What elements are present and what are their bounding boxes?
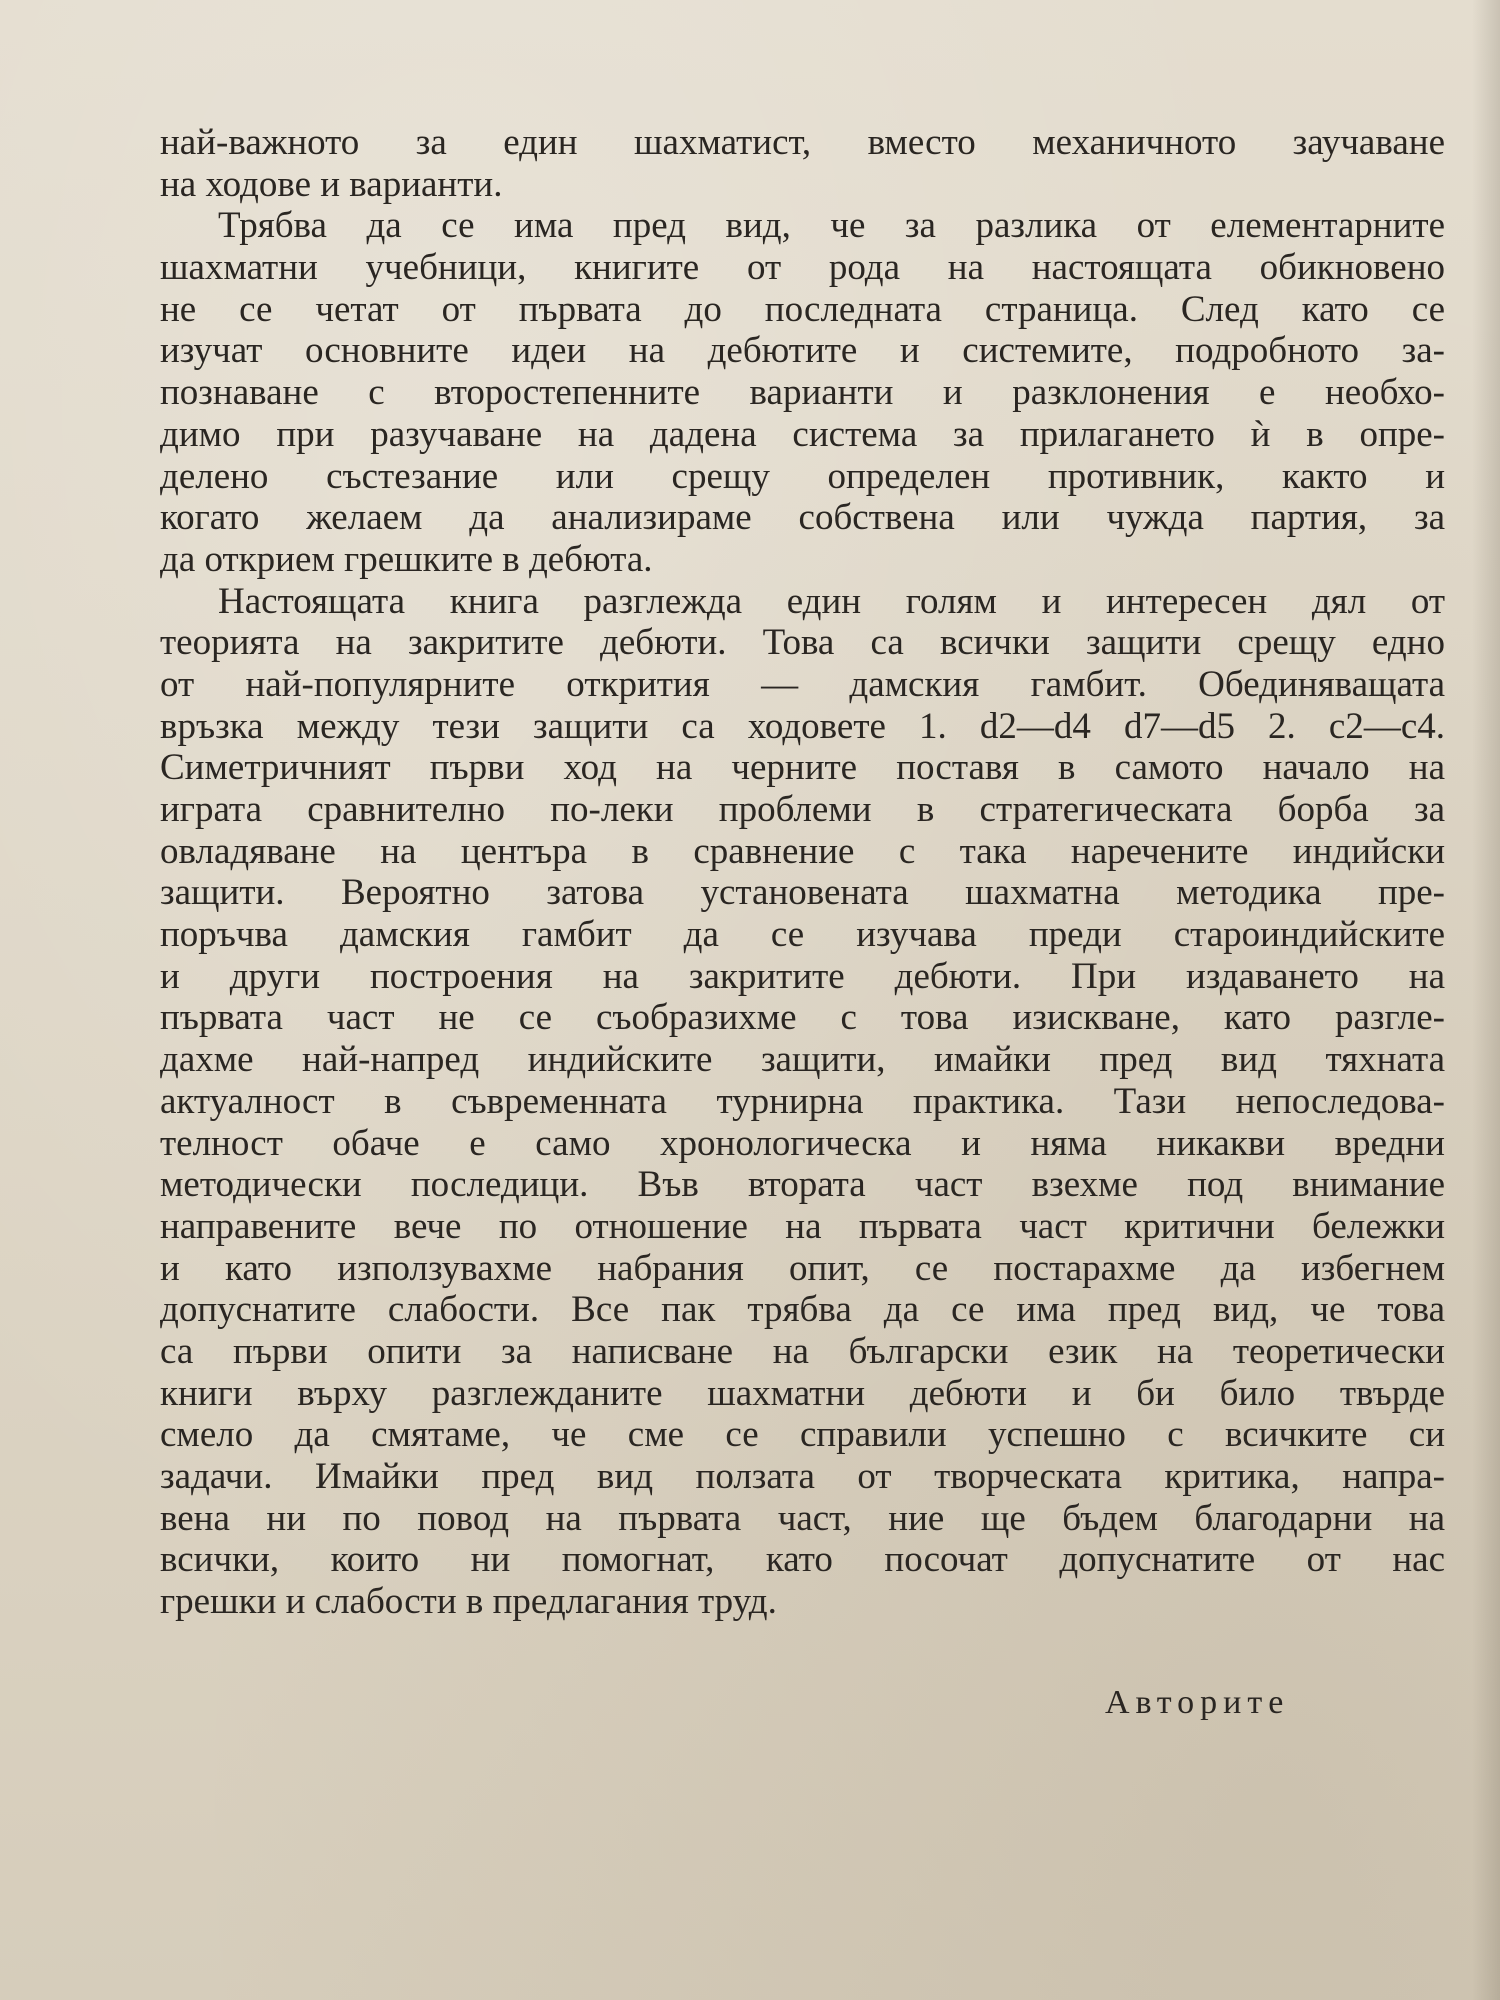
text-line: и като използувахме набрания опит, се постарахме да избегнем <box>160 1247 1445 1289</box>
text-line: Настоящата книга разглежда един голям и интересен дял от <box>218 580 1445 622</box>
text-line: не се четат от първата до последната страница. След като се <box>160 288 1445 330</box>
text-line: поръчва дамския гамбит да се изучава преди староиндийските <box>160 914 1445 956</box>
text-line: Трябва да се има пред вид, че за разлика от елементарните <box>218 205 1445 247</box>
text-line: всички, които ни помогнат, като посочат допуснатите от нас <box>160 1539 1445 1581</box>
text-line: изучат основните идеи на дебютите и системите, подробното за- <box>160 330 1445 372</box>
text-line: телност обаче е само хронологическа и няма никакви вредни <box>160 1122 1445 1164</box>
text-line: грешки и слабости в предлагания труд. <box>160 1581 777 1623</box>
text-line: теорията на закритите дебюти. Това са всички защити срещу едно <box>160 622 1445 664</box>
text-line: и други построения на закритите дебюти. При издаването на <box>160 955 1445 997</box>
text-line: дахме най-напред индийските защити, имайки пред вид тяхната <box>160 1039 1445 1081</box>
body-text <box>160 122 1445 1623</box>
paragraph <box>160 581 1445 1623</box>
text-line: на ходове и варианти. <box>160 163 503 205</box>
text-line: димо при разучаване на дадена система за прилагането ѝ в опре- <box>160 413 1445 455</box>
text-line: Симетричният първи ход на черните поставя в самото начало на <box>160 747 1445 789</box>
text-line: направените вече по отношение на първата част критични бележки <box>160 1205 1445 1247</box>
signature-authors: Авторите <box>1105 1684 1290 1721</box>
text-line: задачи. Имайки пред вид ползата от творческата критика, напра- <box>160 1456 1445 1497</box>
text-line: смело да смятаме, че сме се справили успешно с всичките си <box>160 1414 1445 1456</box>
text-line: делено състезание или срещу определен противник, както и <box>160 455 1445 497</box>
paragraph <box>160 205 1445 580</box>
text-line: играта сравнително по-леки проблеми в стратегическата борба за <box>160 789 1445 830</box>
text-line: допуснатите слабости. Все пак трябва да се има пред вид, че това <box>160 1289 1445 1331</box>
text-line: от най-популярните открития — дамския гамбит. Обединяващата <box>160 663 1445 705</box>
page-edge-shadow <box>1472 0 1500 2000</box>
text-line: познаване с второстепенните варианти и разклонения е необхо- <box>160 372 1445 414</box>
text-line: овладяване на центъра в сравнение с така наречените индийски <box>160 830 1445 872</box>
paragraph <box>160 122 1445 205</box>
text-line: да открием грешките в дебюта. <box>160 538 653 580</box>
text-line: най-важното за един шахматист, вместо механичното заучаване <box>160 122 1445 163</box>
text-line: методически последици. Във втората част взехме под внимание <box>160 1164 1445 1206</box>
text-line: връзка между тези защити са ходовете 1. d2—d4 d7—d5 2. c2—c4. <box>160 705 1445 747</box>
text-line: първата част не се съобразихме с това изискване, като разгле- <box>160 997 1445 1039</box>
text-line: шахматни учебници, книгите от рода на настоящата обикновено <box>160 247 1445 289</box>
text-line: когато желаем да анализираме собствена или чужда партия, за <box>160 497 1445 539</box>
text-line: вена ни по повод на първата част, ние ще бъдем благодарни на <box>160 1497 1445 1539</box>
text-line: защити. Вероятно затова установената шахматна методика пре- <box>160 872 1445 914</box>
text-line: книги върху разглежданите шахматни дебюти и би било твърде <box>160 1372 1445 1414</box>
text-line: са първи опити за написване на български език на теоретически <box>160 1330 1445 1372</box>
text-line: актуалност в съвременната турнирна практика. Тази непоследова- <box>160 1080 1445 1122</box>
